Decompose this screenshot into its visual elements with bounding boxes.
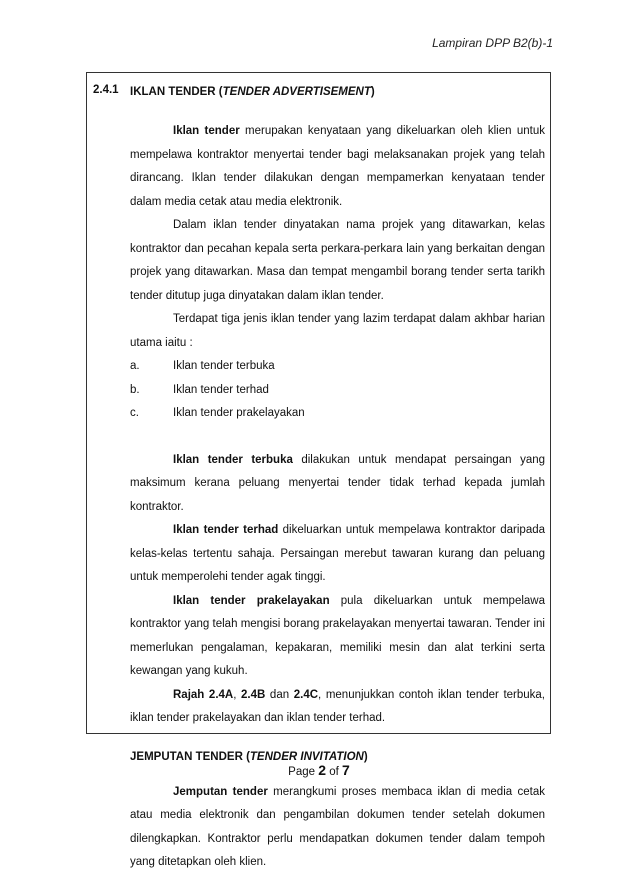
- paragraph-jemputan-tender: Jemputan tender merangkumi proses membaca iklan di media cetak atau media elektronik dan pengambilan dokumen tender setelah dokumen dilengkapkan. Kontraktor perlu mendapatkan dokumen tender dalam tempoh yang ditetapkan oleh klien.: [130, 785, 545, 868]
- page-footer: Page 2 of 7: [288, 762, 350, 778]
- paragraph-dalam-iklan: Dalam iklan tender dinyatakan nama projek yang ditawarkan, kelas kontraktor dan pecahan kepala serta perkara-perkara lain yang berkaitan dengan projek yang ditawarkan. Masa dan tempat mengambil borang tender serta tarikh tender ditutup juga dinyatakan dalam iklan tender.: [130, 219, 545, 302]
- current-page-number: 2: [318, 762, 327, 778]
- list-item: a. Iklan tender terbuka: [130, 360, 275, 372]
- tender-types-list: [130, 355, 545, 426]
- paragraph-iklan-terhad: Iklan tender terhad dikeluarkan untuk mempelawa kontraktor daripada kelas-kelas tertentu sahaja. Persaingan merebut tawaran kurang dan peluang untuk memperolehi tender agak tinggi.: [130, 524, 546, 583]
- total-page-count: 7: [342, 762, 350, 778]
- paragraph-rajah: Rajah 2.4A, 2.4B dan 2.4C, menunjukkan contoh iklan tender terbuka, iklan tender prakelayakan dan iklan tender terhad.: [130, 688, 546, 724]
- document-header: Lampiran DPP B2(b)-1: [432, 36, 553, 50]
- paragraph-iklan-tender: Iklan tender merupakan kenyataan yang dikeluarkan oleh klien untuk mempelawa kontraktor menyertai tender bagi melaksanakan projek yang telah dirancang. Iklan tender dilakukan dengan mempamerkan kenyataan tender dalam media cetak atau media elektronik.: [130, 125, 545, 208]
- section-title-jemputan: JEMPUTAN TENDER (TENDER INVITATION): [130, 750, 368, 763]
- list-item: c. Iklan tender prakelayakan: [130, 407, 305, 419]
- document-body: [130, 84, 545, 875]
- section-title: IKLAN TENDER (TENDER ADVERTISEMENT): [130, 86, 375, 98]
- paragraph-iklan-terbuka: Iklan tender terbuka dilakukan untuk mendapat persaingan yang maksimum kerana peluang menyertai tender tidak terhad kepada jumlah kontraktor.: [130, 453, 546, 513]
- section-number: 2.4.1: [93, 84, 119, 96]
- list-item: b. Iklan tender terhad: [130, 383, 269, 396]
- paragraph-jenis-iklan: Terdapat tiga jenis iklan tender yang lazim terdapat dalam akhbar harian utama iaitu :: [130, 313, 545, 349]
- paragraph-iklan-prakelayakan: Iklan tender prakelayakan pula dikeluarkan untuk mempelawa kontraktor yang telah mengisi borang prakelayakan menyertai tawaran. Tender ini memerlukan pengalaman, kepakaran, memiliki mesin dan alat terkini serta kewangan yang kukuh.: [130, 594, 545, 677]
